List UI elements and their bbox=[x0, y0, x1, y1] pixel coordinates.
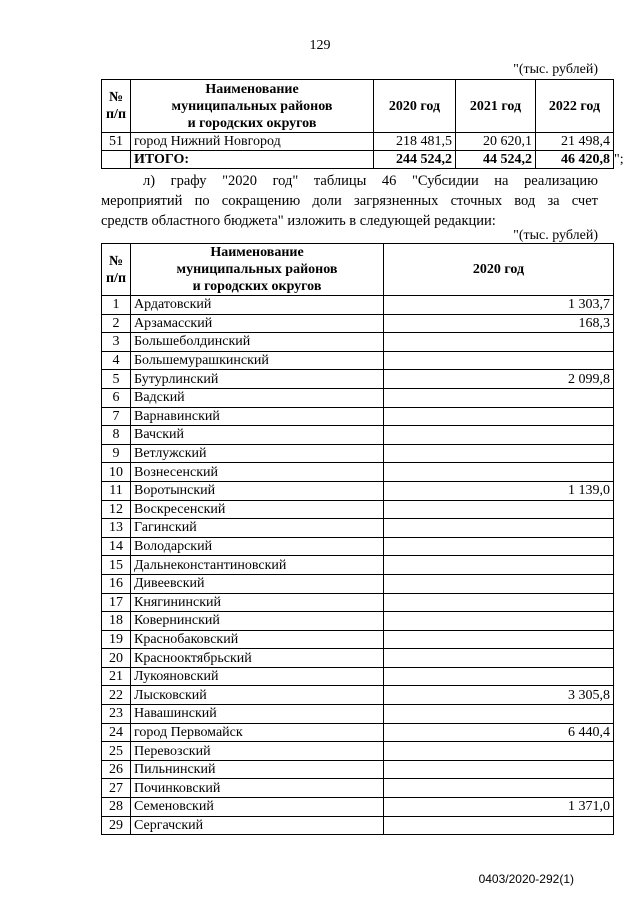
header-2020: 2020 год bbox=[374, 80, 456, 133]
header-2020: 2020 год bbox=[384, 244, 614, 296]
row-value bbox=[384, 444, 614, 463]
row-name: Вадский bbox=[131, 388, 384, 407]
row-value bbox=[384, 612, 614, 631]
table-row bbox=[102, 333, 614, 352]
row-name: город Первомайск bbox=[131, 723, 384, 742]
table-row bbox=[102, 593, 614, 612]
row-value bbox=[384, 556, 614, 575]
row-num: 5 bbox=[102, 370, 131, 389]
row-name: Гагинский bbox=[131, 519, 384, 538]
row-name: Ковернинский bbox=[131, 612, 384, 631]
row-num: 3 bbox=[102, 333, 131, 352]
row-value bbox=[384, 574, 614, 593]
total-num bbox=[102, 151, 131, 169]
row-num: 29 bbox=[102, 816, 131, 835]
row-name: Володарский bbox=[131, 537, 384, 556]
row-name: Сергачский bbox=[131, 816, 384, 835]
row-num: 27 bbox=[102, 779, 131, 798]
row-num: 25 bbox=[102, 742, 131, 761]
row-num: 24 bbox=[102, 723, 131, 742]
total-label: ИТОГО: bbox=[131, 151, 374, 169]
row-value bbox=[384, 426, 614, 445]
header-name: Наименование муниципальных районов и городских округов bbox=[131, 244, 384, 296]
total-2021: 44 524,2 bbox=[456, 151, 536, 169]
table-row bbox=[102, 612, 614, 631]
row-value: 3 305,8 bbox=[384, 686, 614, 705]
row-value bbox=[384, 593, 614, 612]
row-name: Воскресенский bbox=[131, 500, 384, 519]
row-value bbox=[384, 742, 614, 761]
row-2021: 20 620,1 bbox=[456, 133, 536, 151]
row-num: 16 bbox=[102, 574, 131, 593]
table-row bbox=[102, 556, 614, 575]
table-row bbox=[102, 574, 614, 593]
row-name: Навашинский bbox=[131, 705, 384, 724]
row-value bbox=[384, 463, 614, 482]
row-value bbox=[384, 333, 614, 352]
row-value bbox=[384, 519, 614, 538]
row-num: 2 bbox=[102, 314, 131, 333]
table-row bbox=[102, 667, 614, 686]
table-row bbox=[102, 314, 614, 333]
row-value bbox=[384, 705, 614, 724]
row-num: 11 bbox=[102, 481, 131, 500]
table-body bbox=[102, 296, 614, 835]
table-row bbox=[102, 630, 614, 649]
table-row bbox=[102, 723, 614, 742]
row-num: 6 bbox=[102, 388, 131, 407]
row-num: 22 bbox=[102, 686, 131, 705]
row-name: Большемурашкинский bbox=[131, 351, 384, 370]
row-num: 9 bbox=[102, 444, 131, 463]
units-label-bottom: "(тыс. рублей) bbox=[513, 228, 598, 243]
row-num: 8 bbox=[102, 426, 131, 445]
table-header-row bbox=[102, 244, 614, 296]
table-row bbox=[102, 133, 614, 151]
row-value: 168,3 bbox=[384, 314, 614, 333]
table-row bbox=[102, 296, 614, 315]
row-name: Лысковский bbox=[131, 686, 384, 705]
table-row bbox=[102, 407, 614, 426]
row-num: 20 bbox=[102, 649, 131, 668]
row-name: Починковский bbox=[131, 779, 384, 798]
row-value bbox=[384, 388, 614, 407]
total-row bbox=[102, 151, 614, 169]
row-num: 18 bbox=[102, 612, 131, 631]
row-value bbox=[384, 407, 614, 426]
row-name: Дальнеконстантиновский bbox=[131, 556, 384, 575]
row-value: 6 440,4 bbox=[384, 723, 614, 742]
row-name: город Нижний Новгород bbox=[131, 133, 374, 151]
paragraph-line-2: мероприятий по сокращению доли загрязненных сточных вод за счет bbox=[101, 193, 598, 209]
table-row bbox=[102, 481, 614, 500]
header-num: № п/п bbox=[102, 80, 131, 133]
row-name: Пильнинский bbox=[131, 760, 384, 779]
row-value bbox=[384, 667, 614, 686]
subsidy-table-districts bbox=[101, 243, 614, 835]
row-name: Вознесенский bbox=[131, 463, 384, 482]
header-name: Наименование муниципальных районов и городских округов bbox=[131, 80, 374, 133]
row-name: Дивеевский bbox=[131, 574, 384, 593]
row-num: 13 bbox=[102, 519, 131, 538]
page-number: 129 bbox=[309, 38, 331, 53]
table-row bbox=[102, 388, 614, 407]
row-name: Большеболдинский bbox=[131, 333, 384, 352]
row-value: 1 303,7 bbox=[384, 296, 614, 315]
table-row bbox=[102, 426, 614, 445]
row-num: 10 bbox=[102, 463, 131, 482]
units-label-top: "(тыс. рублей) bbox=[513, 62, 598, 77]
row-name: Бутурлинский bbox=[131, 370, 384, 389]
table-row bbox=[102, 649, 614, 668]
row-value bbox=[384, 630, 614, 649]
table-row bbox=[102, 798, 614, 817]
table-row bbox=[102, 760, 614, 779]
header-2021: 2021 год bbox=[456, 80, 536, 133]
row-name: Варнавинский bbox=[131, 407, 384, 426]
subsidy-table-summary bbox=[101, 79, 614, 169]
row-num: 19 bbox=[102, 630, 131, 649]
row-num: 28 bbox=[102, 798, 131, 817]
header-num: № п/п bbox=[102, 244, 131, 296]
row-name: Воротынский bbox=[131, 481, 384, 500]
document-code: 0403/2020-292(1) bbox=[478, 872, 574, 886]
row-num: 1 bbox=[102, 296, 131, 315]
row-num: 7 bbox=[102, 407, 131, 426]
row-value: 1 371,0 bbox=[384, 798, 614, 817]
row-name: Княгининский bbox=[131, 593, 384, 612]
row-2022: 21 498,4 bbox=[536, 133, 614, 151]
row-name: Вачский bbox=[131, 426, 384, 445]
table-row bbox=[102, 463, 614, 482]
row-value bbox=[384, 779, 614, 798]
row-name: Семеновский bbox=[131, 798, 384, 817]
row-num: 17 bbox=[102, 593, 131, 612]
row-num: 51 bbox=[102, 133, 131, 151]
row-value: 2 099,8 bbox=[384, 370, 614, 389]
row-name: Лукояновский bbox=[131, 667, 384, 686]
row-name: Краснооктябрьский bbox=[131, 649, 384, 668]
table-row bbox=[102, 519, 614, 538]
table-row bbox=[102, 370, 614, 389]
total-2020: 244 524,2 bbox=[374, 151, 456, 169]
total-2022: 46 420,8 bbox=[536, 151, 614, 169]
paragraph-line-3: средств областного бюджета" изложить в следующей редакции: bbox=[101, 213, 496, 229]
row-name: Перевозский bbox=[131, 742, 384, 761]
table-row bbox=[102, 444, 614, 463]
row-num: 15 bbox=[102, 556, 131, 575]
closing-quote: "; bbox=[614, 152, 624, 167]
table-row bbox=[102, 686, 614, 705]
row-num: 4 bbox=[102, 351, 131, 370]
table-row bbox=[102, 537, 614, 556]
row-2020: 218 481,5 bbox=[374, 133, 456, 151]
row-num: 23 bbox=[102, 705, 131, 724]
row-name: Краснобаковский bbox=[131, 630, 384, 649]
table-row bbox=[102, 705, 614, 724]
table-row bbox=[102, 742, 614, 761]
row-value bbox=[384, 537, 614, 556]
row-name: Арзамасский bbox=[131, 314, 384, 333]
row-value bbox=[384, 816, 614, 835]
table-header-row bbox=[102, 80, 614, 133]
row-value bbox=[384, 760, 614, 779]
amendment-paragraph bbox=[101, 171, 598, 231]
table-row bbox=[102, 500, 614, 519]
row-num: 14 bbox=[102, 537, 131, 556]
row-name: Ветлужский bbox=[131, 444, 384, 463]
row-value bbox=[384, 500, 614, 519]
row-num: 26 bbox=[102, 760, 131, 779]
table-row bbox=[102, 351, 614, 370]
table-row bbox=[102, 779, 614, 798]
row-num: 12 bbox=[102, 500, 131, 519]
row-num: 21 bbox=[102, 667, 131, 686]
row-value bbox=[384, 351, 614, 370]
header-2022: 2022 год bbox=[536, 80, 614, 133]
paragraph-line-1: л) графу "2020 год" таблицы 46 "Субсидии на реализацию bbox=[143, 173, 598, 189]
row-name: Ардатовский bbox=[131, 296, 384, 315]
row-value bbox=[384, 649, 614, 668]
row-value: 1 139,0 bbox=[384, 481, 614, 500]
table-row bbox=[102, 816, 614, 835]
